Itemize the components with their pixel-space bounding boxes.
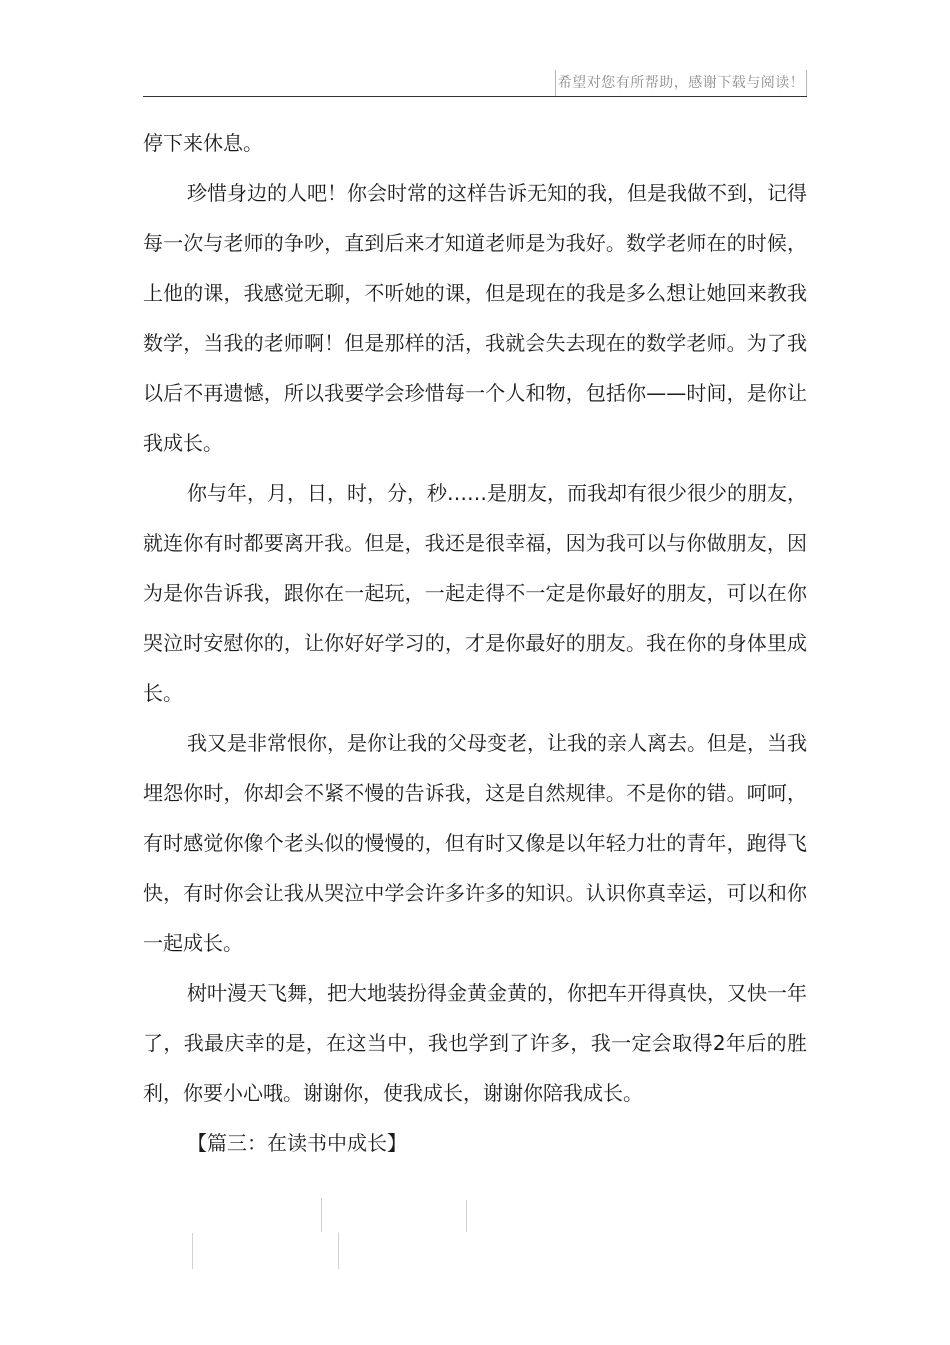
- paragraph-2: 珍惜身边的人吧！你会时常的这样告诉无知的我，但是我做不到，记得每一次与老师的争吵，直到后来才知道老师是为我好。数学老师在的时候，上他的课，我感觉无聊，不听她的课，但是现在的我是多么想让她回来教我数学，当我的老师啊！但是那样的活，我就会失去现在的数学老师。为了我以后不再遗憾，所以我要学会珍惜每一个人和物，包括你——时间，是你让我成长。: [143, 181, 807, 455]
- paragraph-3: 你与年，月，日，时，分，秒……是朋友，而我却有很少很少的朋友，就连你有时都要离开我。但是，我还是很幸福，因为我可以与你做朋友，因为是你告诉我，跟你在一起玩，一起走得不一定是你最好的朋友，可以在你哭泣时安慰你的，让你好好学习的，才是你最好的朋友。我在你的身体里成长。: [143, 481, 807, 705]
- faint-line-4: [338, 1233, 339, 1269]
- section-heading: 【篇三：在读书中成长】: [187, 1131, 407, 1155]
- paragraph-5: 树叶漫天飞舞，把大地装扮得金黄金黄的，你把车开得真快，又快一年了，我最庆幸的是，在这当中，我也学到了许多，我一定会取得2年后的胜利，你要小心哦。谢谢你，使我成长，谢谢你陪我成长。: [143, 981, 807, 1105]
- faint-line-3: [192, 1233, 193, 1269]
- faint-line-1: [321, 1198, 322, 1232]
- faint-line-2: [466, 1200, 467, 1232]
- paragraph-1: 停下来休息。: [143, 131, 263, 155]
- header-note: 希望对您有所帮助，感谢下载与阅读！: [555, 70, 807, 96]
- paragraph-4: 我又是非常恨你，是你让我的父母变老，让我的亲人离去。但是，当我埋怨你时，你却会不紧不慢的告诉我，这是自然规律。不是你的错。呵呵，有时感觉你像个老头似的慢慢的，但有时又像是以年轻力壮的青年，跑得飞快，有时你会让我从哭泣中学会许多许多的知识。认识你真幸运，可以和你一起成长。: [143, 731, 807, 955]
- document-body: [143, 118, 807, 1168]
- header-rule: [143, 96, 807, 97]
